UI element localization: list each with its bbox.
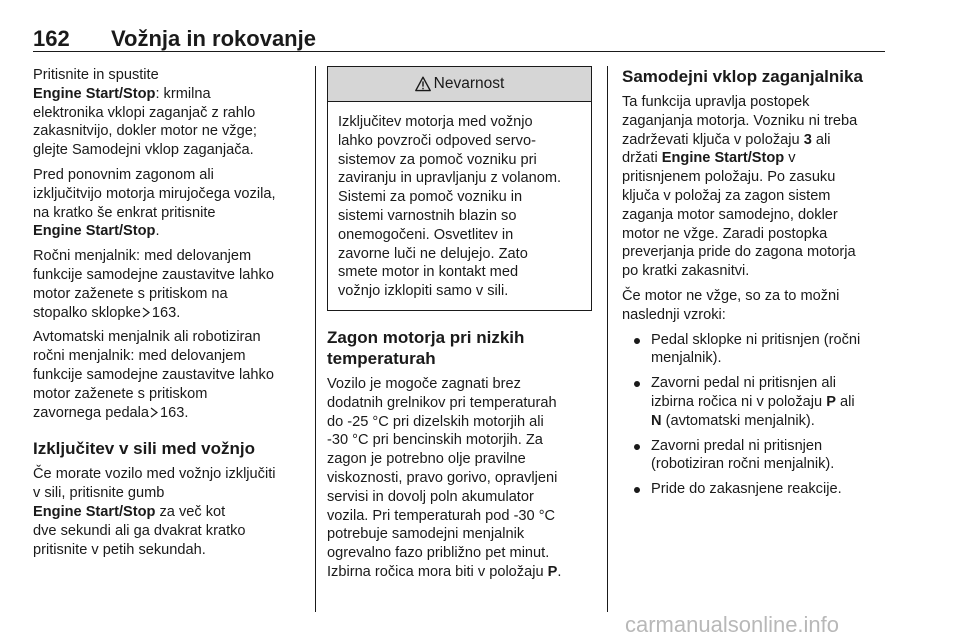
bullet-icon [634,444,640,450]
page-header [33,26,885,50]
page-reference-arrow-icon [142,307,150,318]
column-1 [33,66,299,565]
bullet-icon [634,338,640,344]
causes-list [622,331,886,499]
list-item: Zavorni pedal ni pritisnjen ali izbirna ročica ni v položaju P ali N (avtomatski menjalnik). [622,374,886,430]
warning-title: Nevarnost [433,74,505,92]
warning-triangle-icon [415,76,431,92]
bullet-icon [634,487,640,493]
paragraph-restart: Pred ponovnim zagonom ali izključitvijo motorja mirujočega vozila, na kratko še enkrat pritisnite Engine Start/Stop. [33,166,276,240]
list-item: Pedal sklopke ni pritisnjen (ročni menjalnik). [622,331,886,369]
danger-warning-box [327,66,592,311]
column-2 [327,66,592,588]
page-reference-link[interactable]: 163. [151,304,181,321]
paragraph-start-stop: Pritisnite in spustite Engine Start/Stop: krmilna elektronika vklopi zaganjač z rahlo zakasnitvijo, dokler motor ne vžge; glejte Samodejni vklop zaganjača. [33,67,257,159]
paragraph-cold-start: Vozilo je mogoče zagnati brez dodatnih grelnikov pri temperaturah do -25 °C pri dizelskih motorjih ali -30 °C pri bencinskih motorjih. Za zagon je potrebno olje pravilne viskoznosti, pravo gorivo, opravljeni servisi in dovolj poln akumulator vozila. Pri temperaturah pod -30 °C potrebuje samodejni menjalnik ogrevalno fazo približno pet minut. Izbirna ročica mora biti v položaju P. [327,375,562,580]
section-heading-cold-start: Zagon motorja pri nizkih temperaturah [327,327,525,368]
column-divider-1 [315,66,316,612]
watermark: carmanualsonline.info [625,612,840,637]
page-reference-link[interactable]: 163. [160,404,189,421]
paragraph-causes-intro: Če motor ne vžge, so za to možni naslednji vzroki: [622,287,840,323]
section-heading-emergency-stop: Izključitev v sili med vožnjo [33,439,256,459]
column-divider-2 [607,66,608,612]
paragraph-manual-transmission: Ročni menjalnik: med delovanjem funkcije samodejne zaustavitve lahko motor zaženete s pritiskom na stopalko sklopke 163. [33,248,274,321]
chapter-title: Vožnja in rokovanje [111,26,316,51]
header-rule [33,51,885,52]
section-heading-auto-starter: Samodejni vklop zaganjalnika [622,67,863,86]
warning-header [328,67,591,102]
list-item: Pride do zakasnjene reakcije. [622,480,886,499]
warning-body: Izključitev motorja med vožnjo lahko povzroči odpoved servo- sistemov za pomoč vozniku pri zaviranju in upravljanju z volanom. Sistemi za pomoč vozniku in sistemi varnostnih blazin so onemogočeni. Osvetlitev in zavorne luči ne delujejo. Zato smete motor in kontakt med vožnjo izklopiti samo v sili. [338,114,562,300]
paragraph-emergency-stop: Če morate vozilo med vožnjo izključiti v sili, pritisnite gumb Engine Start/Stop za več kot dve sekundi ali ga dvakrat kratko pritisnite v petih sekundah. [33,466,276,558]
list-item: Zavorni predal ni pritisnjen (robotiziran ročni menjalnik). [622,437,886,475]
column-3 [622,66,886,505]
paragraph-auto-starter: Ta funkcija upravlja postopek zaganjanja motorja. Vozniku ni treba zadrževati ključa v položaju 3 ali držati Engine Start/Stop v pritisnjenem položaju. Po zasuku ključa v položaj za zagon sistem zaganja motor samodejno, dokler motor ne vžge. Zaradi postopka preverjanja pride do zagona motorja po kratki zakasnitvi. [622,94,858,280]
bullet-icon [634,381,640,387]
page-number: 162 [33,26,70,51]
paragraph-automatic-transmission: Avtomatski menjalnik ali robotiziran ročni menjalnik: med delovanjem funkcije samodejne zaustavitve lahko motor zaženete s pritiskom zavornega pedala 163. [33,329,274,421]
page-reference-arrow-icon [150,407,158,418]
